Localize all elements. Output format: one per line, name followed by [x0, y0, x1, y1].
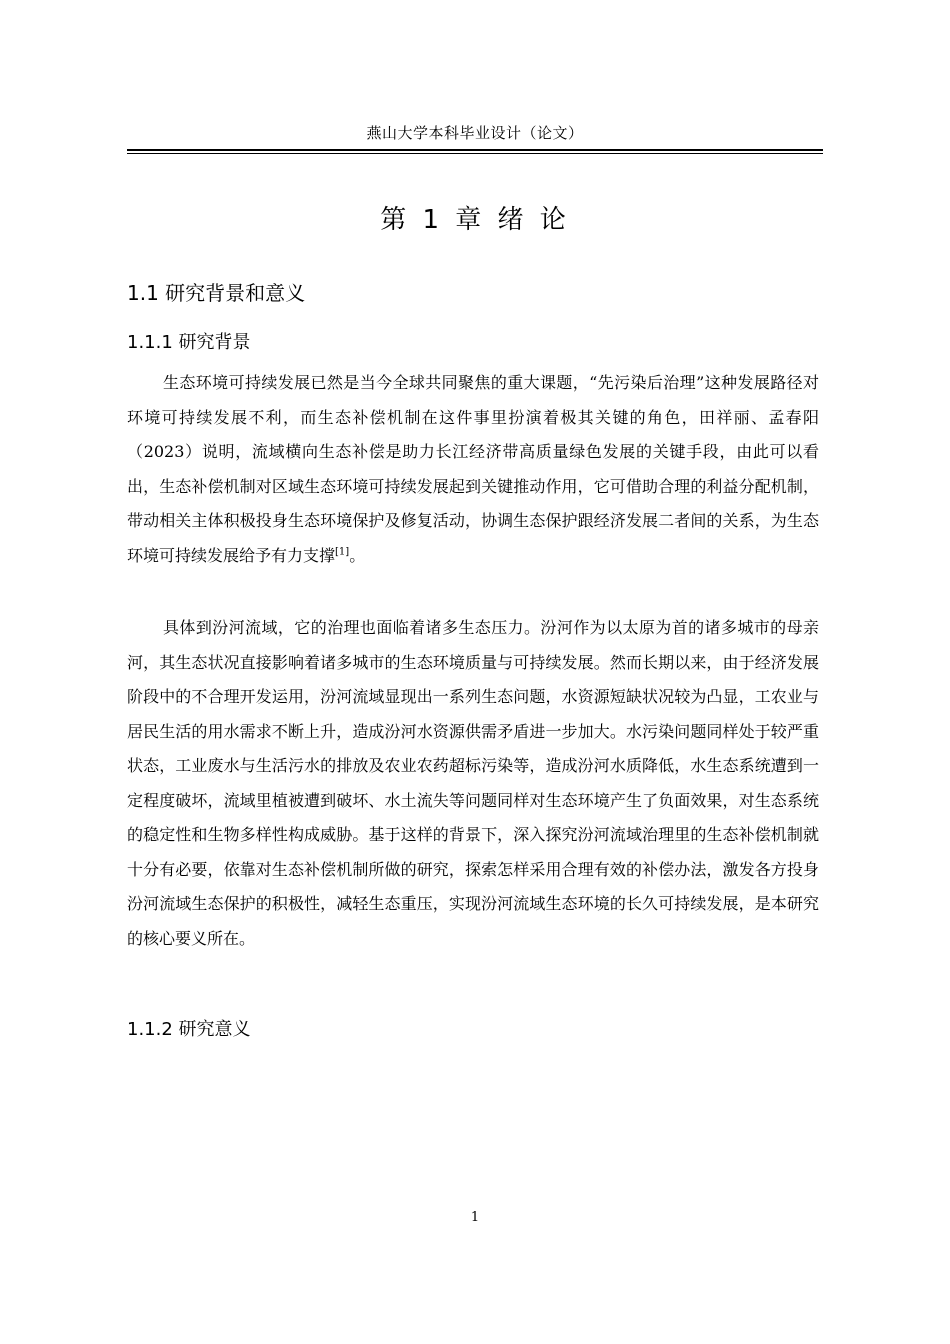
paragraph-background-1: [127, 366, 819, 573]
paragraph-background-1-end: 。: [349, 545, 366, 565]
section-heading-1-1-1: 1.1.1 研究背景: [127, 332, 251, 353]
section-heading-1-1-2: 1.1.2 研究意义: [127, 1019, 251, 1040]
chapter-title: 第 1 章 绪 论: [380, 205, 570, 235]
paragraph-background-2: 具体到汾河流域，它的治理也面临着诸多生态压力。汾河作为以太原为首的诸多城市的母亲河，其生态状况直接影响着诸多城市的生态环境质量与可持续发展。然而长期以来，由于经济发展阶段中的不合理开发运用，汾河流域显现出一系列生态问题，水资源短缺状况较为凸显，工农业与居民生活的用水需求不断上升，造成汾河水资源供需矛盾进一步加大。水污染问题同样处于较严重状态，工业废水与生活污水的排放及农业农药超标污染等，造成汾河水质降低，水生态系统遭到一定程度破坏，流域里植被遭到破坏、水土流失等问题同样对生态环境产生了负面效果，对生态系统的稳定性和生物多样性构成威胁。基于这样的背景下，深入探究汾河流域治理里的生态补偿机制就十分有必要，依靠对生态补偿机制所做的研究，探索怎样采用合理有效的补偿办法，激发各方投身汾河流域生态保护的积极性，减轻生态重压，实现汾河流域生态环境的长久可持续发展，是本研究的核心要义所在。: [127, 618, 819, 948]
page-number: 1: [470, 1210, 480, 1225]
running-header: 燕山大学本科毕业设计（论文）: [366, 124, 584, 142]
header-rule-thin: [127, 153, 823, 154]
header-rule-thick: [127, 149, 823, 151]
citation-ref-1[interactable]: [1]: [335, 546, 350, 558]
paragraph-background-1-text: 生态环境可持续发展已然是当今全球共同聚焦的重大课题，“先污染后治理”这种发展路径对环境可持续发展不利，而生态补偿机制在这件事里扮演着极其关键的角色，田祥丽、孟春阳（2023）说明，流域横向生态补偿是助力长江经济带高质量绿色发展的关键手段，由此可以看出，生态补偿机制对区域生态环境可持续发展起到关键推动作用，它可借助合理的利益分配机制，带动相关主体积极投身生态环境保护及修复活动，协调生态保护跟经济发展二者间的关系，为生态环境可持续发展给予有力支撑: [127, 373, 819, 565]
section-heading-1-1: 1.1 研究背景和意义: [127, 281, 306, 305]
